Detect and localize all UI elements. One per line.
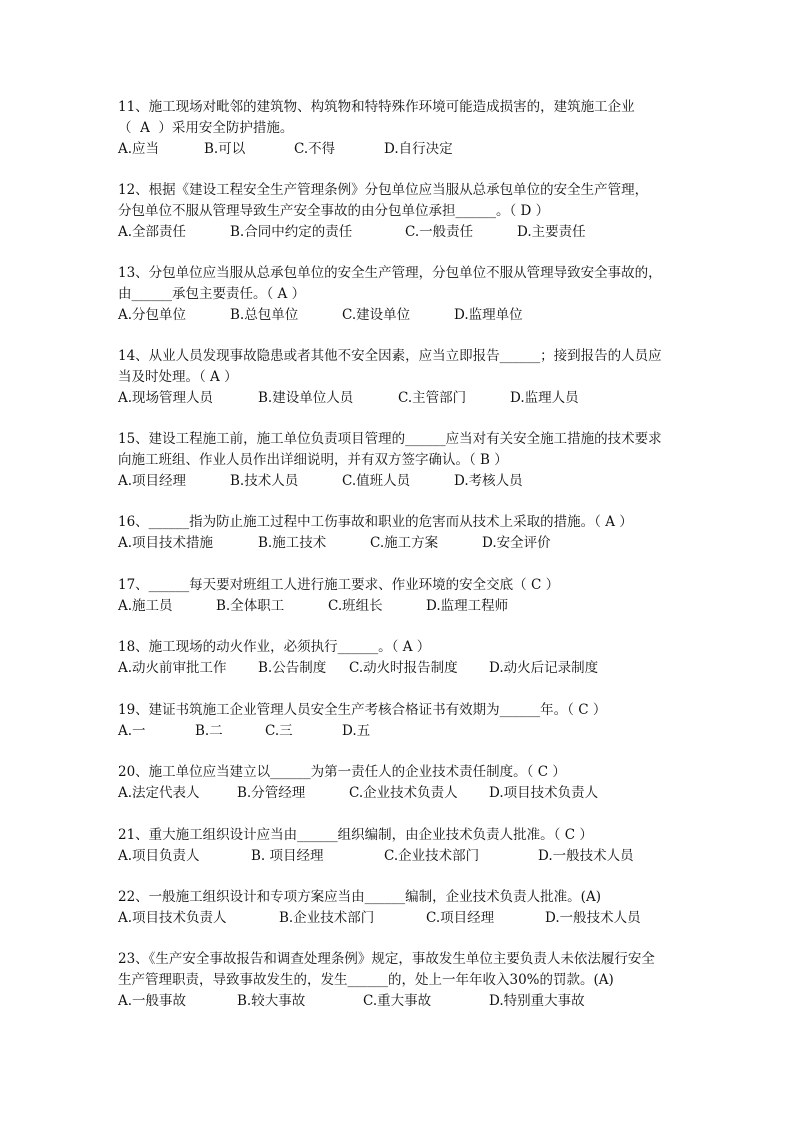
- question-15: [118, 429, 680, 492]
- question-18: [118, 637, 680, 679]
- question-11: [118, 97, 680, 160]
- question-20: [118, 762, 680, 804]
- options-row: [118, 783, 680, 804]
- question-text: 18、施工现场的动火作业，必须执行______。（ A ）: [118, 639, 431, 655]
- option-b: B.合同中约定的责任: [230, 224, 353, 240]
- options-row: [118, 533, 680, 554]
- option-c: C.项目经理: [426, 910, 495, 926]
- question-text: 向施工班组、作业人员作出详细说明，并有双方签字确认。（ B ）: [118, 452, 508, 468]
- options-row: [118, 991, 680, 1012]
- question-text: 分包单位不服从管理导致生产安全事故的由分包单位承担______。（ D ）: [118, 203, 550, 219]
- option-a: A.现场管理人员: [118, 390, 214, 406]
- question-text: 16、______指为防止施工过程中工伤事故和职业的危害而从技术上采取的措施。（ A ）: [118, 514, 633, 530]
- option-d: D.五: [342, 723, 371, 739]
- option-c: C.班组长: [328, 598, 383, 614]
- option-c: C.重大事故: [363, 993, 432, 1009]
- option-c: C.一般责任: [405, 224, 474, 240]
- option-b: B.全体职工: [216, 598, 285, 614]
- option-d: D.一般技术人员: [538, 848, 634, 864]
- options-row: [118, 388, 680, 409]
- options-row: [118, 139, 680, 160]
- option-d: D.安全评价: [482, 535, 551, 551]
- question-13: [118, 263, 680, 326]
- question-text: 由______承包主要责任。（ A ）: [118, 286, 306, 302]
- question-text: 17、______每天要对班组工人进行施工要求、作业环境的安全交底（ C ）: [118, 577, 560, 593]
- option-b: B.建设单位人员: [258, 390, 354, 406]
- question-text: （ A ）采用安全防护措施。: [118, 120, 294, 136]
- option-d: D.监理人员: [510, 390, 579, 406]
- option-d: D.主要责任: [517, 224, 586, 240]
- question-21: [118, 825, 680, 867]
- option-a: A.施工员: [118, 598, 173, 614]
- option-a: A.一般事故: [118, 993, 187, 1009]
- option-d: D.监理工程师: [426, 598, 509, 614]
- question-text: 12、根据《建设工程安全生产管理条例》分包单位应当服从总承包单位的安全生产管理，: [118, 182, 649, 198]
- option-d: D.自行决定: [384, 141, 453, 157]
- option-c: C.动火时报告制度: [349, 660, 458, 676]
- options-row: [118, 721, 680, 742]
- question-text: 20、施工单位应当建立以______为第一责任人的企业技术责任制度。（ C ）: [118, 764, 566, 780]
- options-row: [118, 596, 680, 617]
- option-c: C.主管部门: [398, 390, 467, 406]
- option-a: A.一: [118, 723, 146, 739]
- option-c: C.三: [265, 723, 293, 739]
- option-d: D.监理单位: [454, 307, 523, 323]
- option-b: B.施工技术: [258, 535, 327, 551]
- option-c: C.企业技术负责人: [349, 785, 458, 801]
- option-d: D.特别重大事故: [489, 993, 585, 1009]
- options-row: [118, 846, 680, 867]
- option-a: A.动火前审批工作: [118, 660, 227, 676]
- options-row: [118, 222, 680, 243]
- question-text: 23、《生产安全事故报告和调查处理条例》规定，事故发生单位主要负责人未依法履行安全: [118, 951, 655, 967]
- option-b: B.二: [195, 723, 223, 739]
- question-text: 13、分包单位应当服从总承包单位的安全生产管理，分包单位不服从管理导致安全事故的，: [118, 265, 662, 281]
- option-c: C.企业技术部门: [384, 848, 480, 864]
- option-a: A.项目技术措施: [118, 535, 214, 551]
- option-b: B.可以: [204, 141, 246, 157]
- option-b: B.较大事故: [237, 993, 306, 1009]
- option-b: B.分管经理: [237, 785, 306, 801]
- option-b: B. 项目经理: [251, 848, 324, 864]
- options-row: [118, 908, 680, 929]
- question-text: 19、建证书筑施工企业管理人员安全生产考核合格证书有效期为______年。（ C ）: [118, 702, 607, 718]
- option-b: B.公告制度: [258, 660, 327, 676]
- option-a: A.法定代表人: [118, 785, 200, 801]
- question-text: 11、施工现场对毗邻的建筑物、构筑物和特特殊作环境可能造成损害的，建筑施工企业: [118, 99, 635, 115]
- option-c: C.建设单位: [342, 307, 411, 323]
- option-b: B.总包单位: [230, 307, 299, 323]
- question-text: 21、重大施工组织设计应当由______组织编制，由企业技术负责人批准。（ C ）: [118, 827, 593, 843]
- option-b: B.企业技术部门: [279, 910, 375, 926]
- option-a: A.项目经理: [118, 473, 187, 489]
- question-23: [118, 949, 680, 1012]
- option-d: D.动火后记录制度: [489, 660, 599, 676]
- option-c: C.施工方案: [370, 535, 439, 551]
- option-d: D.一般技术人员: [545, 910, 641, 926]
- question-text: 生产管理职责，导致事故发生的，发生______的，处上一年年收入30%的罚款。(A): [118, 972, 614, 988]
- option-c: C.值班人员: [342, 473, 411, 489]
- options-row: [118, 305, 680, 326]
- options-row: [118, 471, 680, 492]
- question-text: 15、建设工程施工前，施工单位负责项目管理的______应当对有关安全施工措施的技术要求: [118, 431, 662, 447]
- option-d: D.项目技术负责人: [489, 785, 599, 801]
- options-row: [118, 658, 680, 679]
- question-17: [118, 575, 680, 617]
- question-text: 22、一般施工组织设计和专项方案应当由______编制，企业技术负责人批准。(A): [118, 889, 601, 905]
- option-a: A.项目负责人: [118, 848, 200, 864]
- option-c: C.不得: [294, 141, 336, 157]
- option-b: B.技术人员: [230, 473, 299, 489]
- question-19: [118, 700, 680, 742]
- option-a: A.项目技术负责人: [118, 910, 227, 926]
- question-text: 14、从业人员发现事故隐患或者其他不安全因素，应当立即报告______；接到报告的人员应: [118, 348, 662, 364]
- question-text: 当及时处理。（ A ）: [118, 369, 238, 385]
- option-d: D.考核人员: [454, 473, 523, 489]
- question-12: [118, 180, 680, 243]
- question-14: [118, 346, 680, 409]
- option-a: A.全部责任: [118, 224, 187, 240]
- option-a: A.应当: [118, 141, 160, 157]
- question-22: [118, 887, 680, 929]
- question-16: [118, 512, 680, 554]
- option-a: A.分包单位: [118, 307, 187, 323]
